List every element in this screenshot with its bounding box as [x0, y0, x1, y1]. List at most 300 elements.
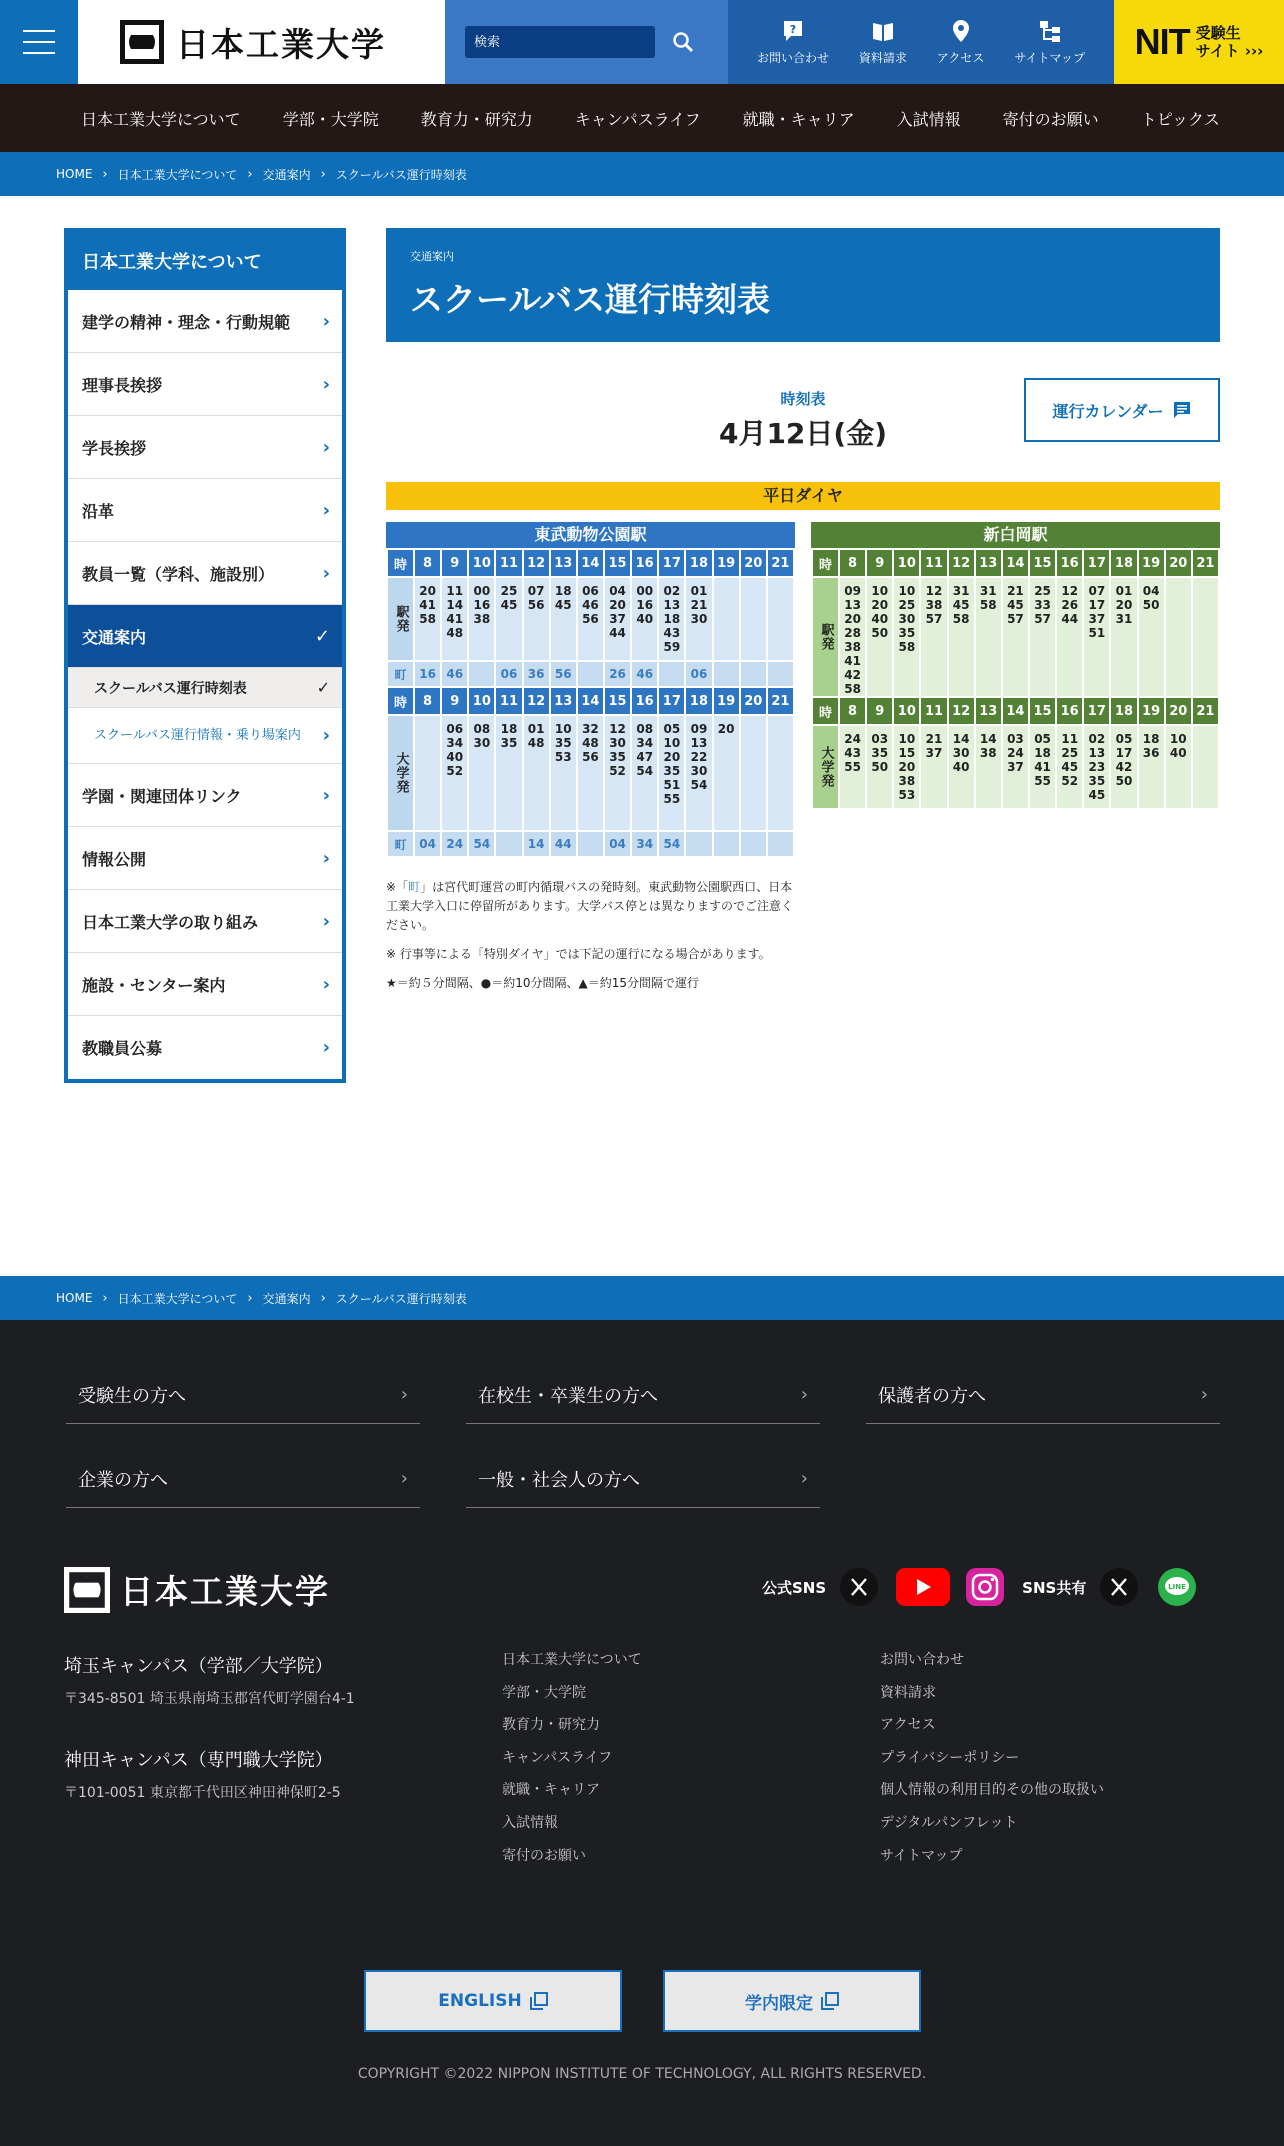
- hour-header: 21: [1192, 697, 1219, 725]
- copyright: COPYRIGHT ©2022 NIPPON INSTITUTE OF TECHNOLOGY, ALL RIGHTS RESERVED.: [357, 2066, 927, 2082]
- chevron-right-icon: ›: [322, 784, 330, 806]
- departure-minutes: 01 48: [523, 715, 550, 831]
- departure-minutes: 18 45: [550, 577, 577, 661]
- hour-header: 17: [1083, 549, 1110, 577]
- machi-minutes: 04: [414, 831, 441, 857]
- breadcrumb-link[interactable]: 交通案内: [262, 167, 311, 182]
- hour-header: 17: [658, 687, 685, 715]
- machi-label: 町: [387, 831, 414, 857]
- chevron-right-icon: ›: [322, 562, 330, 584]
- machi-minutes: [577, 831, 604, 857]
- footer-col-link[interactable]: お問い合わせ: [880, 1652, 964, 1668]
- footer-link[interactable]: [466, 1366, 820, 1424]
- machi-minutes: [740, 661, 767, 687]
- sidebar-subitem-label: スクールバス運行情報・乗り場案内: [94, 728, 301, 743]
- chevron-right-icon: ›: [800, 1384, 808, 1405]
- departure-minutes: 21 45 57: [1002, 577, 1029, 697]
- footer-col-link[interactable]: 入試情報: [502, 1814, 558, 1831]
- hour-header: 15: [1029, 549, 1056, 577]
- chevron-right-icon: ›: [247, 1290, 253, 1306]
- chevron-right-icon: ›: [400, 1384, 408, 1405]
- pin-icon: [951, 19, 971, 43]
- departure-minutes: 02 13 23 35 45: [1083, 725, 1110, 809]
- departure-minutes: [1192, 725, 1219, 809]
- sidebar-item[interactable]: [68, 890, 342, 953]
- sidebar-item-label: 教職員公募: [82, 1039, 163, 1058]
- calendar-button[interactable]: [1024, 378, 1220, 442]
- sidebar-item-label: 学長挨拶: [82, 438, 147, 458]
- sidebar-item-label: 情報公開: [82, 849, 147, 869]
- hour-header: 14: [1002, 697, 1029, 725]
- departure-minutes: 10 35 53: [550, 715, 577, 831]
- note-text: 」は宮代町運営の町内循環バスの発時刻。東武動物公園駅西口、日本工業大学入口に停留所があります。大学バス停とは異なりますのでご注意ください。: [386, 880, 794, 932]
- hour-header: 16: [631, 687, 658, 715]
- chevron-right-icon: ›: [322, 499, 330, 521]
- departure-minutes: [414, 715, 441, 831]
- hour-header: 9: [441, 687, 468, 715]
- breadcrumb-link[interactable]: HOME: [56, 167, 93, 181]
- hour-header: 18: [1110, 697, 1137, 725]
- footer-col-link[interactable]: アクセス: [880, 1717, 936, 1734]
- departure-label: 大学発: [387, 715, 414, 831]
- chevron-right-icon: ›: [102, 166, 108, 182]
- breadcrumb-link[interactable]: 日本工業大学について: [117, 167, 238, 182]
- hour-header-label: 時: [812, 549, 839, 577]
- hamburger-icon-line: [23, 41, 55, 43]
- hour-header: 10: [468, 687, 495, 715]
- hour-header: 19: [1138, 697, 1165, 725]
- departure-minutes: 10 25 30 35 58: [893, 577, 920, 697]
- footer: [0, 1320, 1284, 2146]
- breadcrumb-link[interactable]: 日本工業大学について: [117, 1291, 238, 1306]
- departure-label: 駅発: [387, 577, 414, 661]
- machi-minutes: [468, 661, 495, 687]
- timetable-label: 時刻表: [780, 390, 826, 408]
- hour-header: 14: [577, 549, 604, 577]
- hour-header: 12: [948, 697, 975, 725]
- nit-text: NIT: [1134, 21, 1190, 62]
- chevron-right-icon: ›: [322, 973, 330, 995]
- sidebar-item[interactable]: [68, 764, 342, 827]
- date-row: [386, 342, 1220, 482]
- gnav-item[interactable]: キャンパスライフ: [574, 109, 701, 129]
- english-button-label: ENGLISH: [438, 1991, 522, 2011]
- hour-header: 10: [893, 697, 920, 725]
- departure-minutes: 05 18 41 55: [1029, 725, 1056, 809]
- applicant-site-button[interactable]: [1114, 0, 1284, 84]
- footer-col1: [502, 1644, 642, 1872]
- hour-header: 19: [713, 687, 740, 715]
- departure-minutes: 07 17 37 51: [1083, 577, 1110, 697]
- search-input[interactable]: [465, 26, 655, 58]
- sidebar-item-label: 教員一覧（学科、施設別）: [82, 564, 275, 584]
- instagram-icon[interactable]: [966, 1568, 1004, 1606]
- page-title-box: [386, 228, 1220, 342]
- footer-link-label: 企業の方へ: [78, 1469, 168, 1491]
- hour-header: 17: [658, 549, 685, 577]
- hour-header: 13: [975, 697, 1002, 725]
- departure-minutes: 06 46 56: [577, 577, 604, 661]
- machi-minutes: 56: [550, 661, 577, 687]
- departure-minutes: 10 15 20 38 53: [893, 725, 920, 809]
- departure-minutes: [740, 715, 767, 831]
- external-window-icon: [821, 1992, 839, 2010]
- nit-line1: 受験生: [1195, 24, 1241, 42]
- hour-header: 11: [920, 549, 947, 577]
- campus1-address: 〒345-8501 埼玉県南埼玉郡宮代町学園台4-1: [64, 1691, 355, 1707]
- header: [0, 0, 1284, 84]
- timetables: [386, 522, 1220, 858]
- sidebar-subitem-active[interactable]: [68, 668, 342, 708]
- hour-header-label: 時: [387, 687, 414, 715]
- chevron-right-icon: ›: [322, 1037, 330, 1058]
- departure-minutes: 07 56: [523, 577, 550, 661]
- campus2-address: 〒101-0051 東京都千代田区神田神保町2-5: [64, 1785, 341, 1801]
- sidebar-item-label: 学園・関連団体リンク: [82, 786, 242, 806]
- departure-minutes: 10 20 40 50: [866, 577, 893, 697]
- departure-minutes: 11 25 45 52: [1056, 725, 1083, 809]
- content: [386, 228, 1220, 1003]
- logo-mark-icon: [120, 20, 164, 64]
- sns-label: 公式SNS: [762, 1578, 827, 1597]
- chat-icon: [1173, 401, 1191, 419]
- machi-minutes: [740, 831, 767, 857]
- chevron-right-icon: ›: [102, 1290, 108, 1306]
- svg-text:?: ?: [789, 22, 797, 36]
- sidebar: [64, 228, 346, 1083]
- chevron-right-icon: ›: [320, 1290, 326, 1306]
- footer-logo[interactable]: [64, 1566, 330, 1613]
- machi-minutes: [767, 661, 794, 687]
- menu-button[interactable]: [0, 0, 78, 84]
- machi-minutes: 24: [441, 831, 468, 857]
- gnav-item[interactable]: 教育力・研究力: [420, 109, 533, 129]
- machi-minutes: [658, 661, 685, 687]
- svg-text:LINE: LINE: [1168, 1583, 1187, 1591]
- internal-button[interactable]: [663, 1970, 921, 2032]
- chevron-right-icon: ›: [322, 373, 330, 395]
- footer-link[interactable]: [66, 1450, 420, 1508]
- chevron-right-icon: ›: [322, 310, 330, 332]
- hour-header: 20: [1165, 549, 1192, 577]
- line-icon[interactable]: [1158, 1568, 1196, 1606]
- utility-label: お問い合わせ: [756, 50, 829, 65]
- departure-minutes: 31 45 58: [948, 577, 975, 697]
- departure-minutes: 20 41 58: [414, 577, 441, 661]
- departure-minutes: 04 50: [1138, 577, 1165, 697]
- machi-minutes: 46: [441, 661, 468, 687]
- hour-header: 11: [495, 687, 522, 715]
- sidebar-item-label: 日本工業大学の取り組み: [82, 912, 259, 932]
- dia-label: 平日ダイヤ: [386, 482, 1220, 510]
- utility-nav: [728, 0, 1114, 84]
- footer-col-link[interactable]: 教育力・研究力: [502, 1717, 600, 1734]
- hour-header: 13: [550, 549, 577, 577]
- departure-minutes: 14 38: [975, 725, 1002, 809]
- hour-header: 9: [866, 549, 893, 577]
- departure-minutes: 25 45: [495, 577, 522, 661]
- gnav-item[interactable]: 入試情報: [896, 109, 961, 129]
- footer-col-link[interactable]: プライバシーポリシー: [880, 1749, 1020, 1766]
- sidebar-item[interactable]: [68, 479, 342, 542]
- utility-label: アクセス: [936, 50, 985, 65]
- machi-minutes: [767, 831, 794, 857]
- hour-header: 15: [604, 687, 631, 715]
- x-share-icon[interactable]: [1100, 1568, 1138, 1606]
- breadcrumb-link[interactable]: 交通案内: [262, 1291, 311, 1306]
- departure-minutes: [1192, 577, 1219, 697]
- footer-link[interactable]: [66, 1366, 420, 1424]
- hour-header: 13: [975, 549, 1002, 577]
- hour-header: 21: [1192, 549, 1219, 577]
- departure-minutes: 12 30 35 52: [604, 715, 631, 831]
- hour-header: 16: [1056, 697, 1083, 725]
- footer-link-label: 保護者の方へ: [878, 1385, 986, 1407]
- utility-label: 資料請求: [858, 50, 907, 65]
- share-label: SNS共有: [1022, 1578, 1087, 1597]
- note-machi: [386, 878, 795, 935]
- book-icon: [871, 19, 895, 43]
- sidebar-item-label: 施設・センター案内: [82, 975, 226, 995]
- departure-minutes: 31 58: [975, 577, 1002, 697]
- gnav-item[interactable]: 日本工業大学について: [81, 109, 241, 129]
- search-area: [445, 0, 728, 84]
- hour-header: 12: [523, 549, 550, 577]
- sidebar-subitem[interactable]: [68, 708, 342, 764]
- departure-minutes: 32 48 56: [577, 715, 604, 831]
- hour-header: 10: [468, 549, 495, 577]
- hour-header: 20: [1165, 697, 1192, 725]
- internal-button-label: 学内限定: [745, 1993, 813, 2014]
- hour-header: 9: [441, 549, 468, 577]
- note-special: ※ 行事等による「特別ダイヤ」では下記の運行になる場合があります。: [386, 947, 771, 961]
- sidebar-item[interactable]: [68, 353, 342, 416]
- shinshiraoka-timetable: [811, 522, 1220, 858]
- sidebar-item[interactable]: [68, 1016, 342, 1079]
- machi-minutes: 54: [468, 831, 495, 857]
- hour-header-label: 時: [387, 549, 414, 577]
- machi-minutes: 54: [658, 831, 685, 857]
- departure-minutes: 05 17 42 50: [1110, 725, 1137, 809]
- note-text: ※「: [386, 880, 409, 894]
- footer-col-link[interactable]: 日本工業大学について: [502, 1652, 642, 1668]
- departure-minutes: 14 30 40: [948, 725, 975, 809]
- footer-link-label: 受験生の方へ: [78, 1385, 186, 1407]
- departure-minutes: 01 21 30: [685, 577, 712, 661]
- utility-sitemap[interactable]: [1014, 19, 1085, 66]
- chevron-right-icon: ›: [247, 166, 253, 182]
- hour-header: 18: [685, 549, 712, 577]
- departure-minutes: 03 35 50: [866, 725, 893, 809]
- check-icon: ✓: [316, 678, 330, 697]
- breadcrumb-link[interactable]: HOME: [56, 1291, 93, 1305]
- hamburger-icon-line: [23, 52, 55, 54]
- footer-link[interactable]: [466, 1450, 820, 1508]
- departure-minutes: 04 20 37 44: [604, 577, 631, 661]
- chevron-right-icon: ›: [322, 436, 330, 458]
- x-icon[interactable]: [840, 1568, 878, 1606]
- chevron-right-icon: ›: [322, 725, 330, 746]
- hour-header: 18: [1110, 549, 1137, 577]
- footer-col-link[interactable]: 個人情報の利用目的その他の取扱い: [880, 1782, 1104, 1799]
- departure-minutes: 09 13 20 28 38 41 42 58: [839, 577, 866, 697]
- machi-minutes: [713, 661, 740, 687]
- tobu-table: [386, 548, 795, 858]
- hour-header: 19: [713, 549, 740, 577]
- gnav-item[interactable]: トピックス: [1140, 109, 1220, 129]
- gnav-item[interactable]: 就職・キャリア: [742, 109, 855, 129]
- departure-minutes: 10 40: [1165, 725, 1192, 809]
- departure-minutes: 11 14 41 48: [441, 577, 468, 661]
- search-button[interactable]: [663, 26, 703, 58]
- hour-header: 20: [740, 549, 767, 577]
- footer-col-link[interactable]: 寄付のお願い: [502, 1847, 586, 1864]
- hour-header: 8: [414, 687, 441, 715]
- departure-minutes: 08 34 47 54: [631, 715, 658, 831]
- departure-minutes: 24 43 55: [839, 725, 866, 809]
- hour-header: 15: [604, 549, 631, 577]
- machi-minutes: 26: [604, 661, 631, 687]
- departure-minutes: 05 10 20 35 51 55: [658, 715, 685, 831]
- hour-header: 15: [1029, 697, 1056, 725]
- hour-header: 13: [550, 687, 577, 715]
- chevron-right-icon: ›: [400, 1468, 408, 1489]
- footer-col-link[interactable]: 就職・キャリア: [502, 1782, 600, 1799]
- sidebar-item-label: 沿革: [82, 501, 115, 521]
- sidebar-item[interactable]: [68, 542, 342, 605]
- utility-brochure[interactable]: [859, 19, 907, 66]
- search-icon: [672, 31, 694, 53]
- hour-header: 18: [685, 687, 712, 715]
- departure-minutes: [767, 715, 794, 831]
- chevron-right-icon: ›: [800, 1468, 808, 1489]
- hour-header: 14: [577, 687, 604, 715]
- departure-minutes: [740, 577, 767, 661]
- hour-header: 8: [839, 549, 866, 577]
- machi-minutes: [577, 661, 604, 687]
- machi-minutes: [685, 831, 712, 857]
- main: [0, 196, 1284, 1274]
- hour-header: 20: [740, 687, 767, 715]
- footer-link[interactable]: [866, 1366, 1220, 1424]
- sitemap-icon: [1038, 19, 1062, 43]
- footer-col-link[interactable]: キャンパスライフ: [502, 1749, 613, 1766]
- hour-header: 19: [1138, 549, 1165, 577]
- machi-minutes: 46: [631, 661, 658, 687]
- machi-minutes: 14: [523, 831, 550, 857]
- utility-inquiry[interactable]: [757, 19, 829, 66]
- note-machi-mark: 町: [408, 880, 421, 894]
- hour-header: 11: [920, 697, 947, 725]
- hour-header: 21: [767, 549, 794, 577]
- departure-minutes: 03 24 37: [1002, 725, 1029, 809]
- english-button[interactable]: [364, 1970, 622, 2032]
- machi-minutes: [495, 831, 522, 857]
- hour-header: 11: [495, 549, 522, 577]
- departure-minutes: 06 34 40 52: [441, 715, 468, 831]
- departure-minutes: 09 13 22 30 54: [685, 715, 712, 831]
- global-nav: [0, 84, 1284, 152]
- footer-col-link[interactable]: サイトマップ: [880, 1847, 963, 1864]
- breadcrumb: [0, 152, 1284, 196]
- departure-label: 駅発: [812, 577, 839, 697]
- hour-header: 16: [1056, 549, 1083, 577]
- breadcrumb-current: スクールバス運行時刻表: [335, 167, 467, 182]
- gnav-item[interactable]: 寄付のお願い: [1002, 109, 1099, 129]
- tobu-timetable: [386, 522, 795, 858]
- departure-minutes: 18 35: [495, 715, 522, 831]
- page-category: 交通案内: [410, 250, 454, 263]
- machi-minutes: 34: [631, 831, 658, 857]
- hour-header: 12: [523, 687, 550, 715]
- footer-col-link[interactable]: 学部・大学院: [502, 1684, 586, 1701]
- footer-col-link[interactable]: 資料請求: [880, 1684, 936, 1701]
- departure-minutes: 08 30: [468, 715, 495, 831]
- hamburger-icon-line: [23, 30, 55, 32]
- footer-link-label: 一般・社会人の方へ: [478, 1469, 640, 1491]
- hour-header: 8: [839, 697, 866, 725]
- machi-minutes: 06: [685, 661, 712, 687]
- departure-minutes: 00 16 40: [631, 577, 658, 661]
- departure-minutes: 12 38 57: [920, 577, 947, 697]
- chevron-right-icon: ›: [1200, 1384, 1208, 1405]
- notes: [386, 878, 795, 993]
- sidebar-item[interactable]: [68, 953, 342, 1016]
- breadcrumb-current: スクールバス運行時刻表: [335, 1291, 467, 1306]
- campus2-name: 神田キャンパス（専門職大学院）: [64, 1750, 333, 1771]
- hour-header: 9: [866, 697, 893, 725]
- breadcrumb-bottom: [0, 1276, 1284, 1320]
- sidebar-item[interactable]: [68, 827, 342, 890]
- site-logo[interactable]: [78, 0, 445, 84]
- logo-text: 日本工業大学: [176, 24, 386, 64]
- chevron-right-icon: ›: [322, 910, 330, 932]
- timetable-date: 4月12日(金): [718, 417, 888, 450]
- machi-minutes: 06: [495, 661, 522, 687]
- shinshiraoka-station-name: 新白岡駅: [811, 522, 1220, 548]
- hour-header: 16: [631, 549, 658, 577]
- hour-header: 8: [414, 549, 441, 577]
- departure-minutes: 20: [713, 715, 740, 831]
- nit-line2: サイト ›››: [1195, 42, 1264, 60]
- campus1-name: 埼玉キャンパス（学部／大学院）: [64, 1656, 333, 1677]
- hour-header: 14: [1002, 549, 1029, 577]
- departure-minutes: [1165, 577, 1192, 697]
- departure-minutes: 12 26 44: [1056, 577, 1083, 697]
- sidebar-item-label: 理事長挨拶: [82, 375, 163, 395]
- gnav-item[interactable]: 学部・大学院: [282, 109, 379, 129]
- departure-minutes: 21 37: [920, 725, 947, 809]
- youtube-icon[interactable]: [896, 1568, 950, 1606]
- utility-label: サイトマップ: [1014, 50, 1086, 65]
- sidebar-item[interactable]: [68, 416, 342, 479]
- footer-logo-text: 日本工業大学: [120, 1572, 330, 1611]
- sidebar-heading[interactable]: 日本工業大学について: [68, 232, 342, 290]
- hour-header-label: 時: [812, 697, 839, 725]
- footer-col2: [880, 1644, 1104, 1872]
- utility-access[interactable]: [937, 19, 985, 66]
- sidebar-subitem-label: スクールバス運行時刻表: [94, 680, 247, 697]
- hour-header: 17: [1083, 697, 1110, 725]
- sidebar-item-active[interactable]: [68, 605, 342, 668]
- sidebar-item[interactable]: [68, 290, 342, 353]
- logo-mark-icon: [64, 1567, 110, 1613]
- sidebar-item-label: 建学の精神・理念・行動規範: [82, 312, 291, 332]
- departure-minutes: 25 33 57: [1029, 577, 1056, 697]
- footer-col-link[interactable]: デジタルパンフレット: [880, 1814, 1018, 1831]
- shinshiraoka-table: [811, 548, 1220, 810]
- departure-minutes: [713, 577, 740, 661]
